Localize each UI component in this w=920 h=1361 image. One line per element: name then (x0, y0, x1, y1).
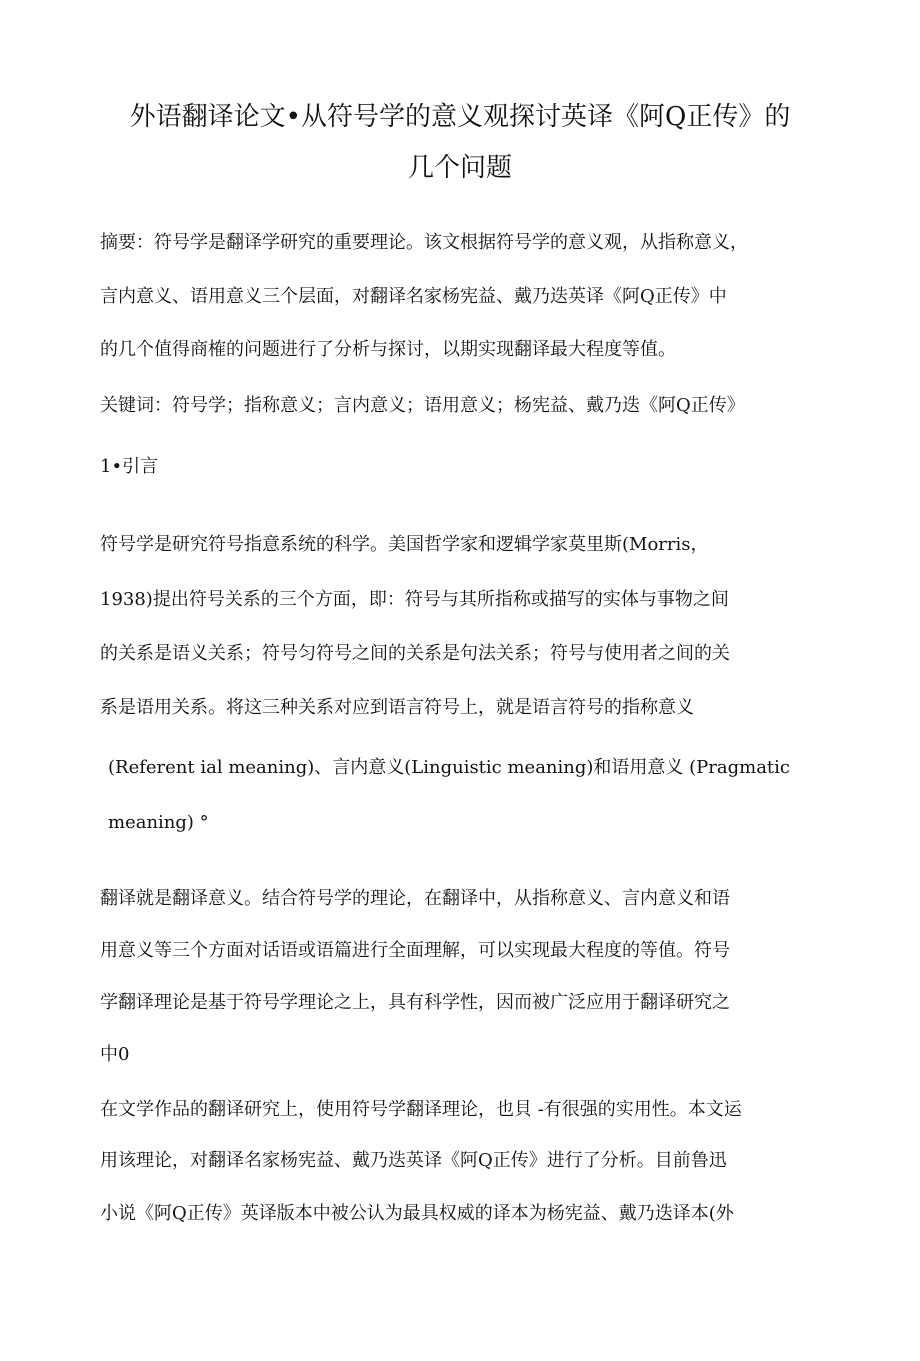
paragraph-line: meaning) ° (108, 812, 209, 833)
paragraph-line: 在文学作品的翻译研究上，使用符号学翻译理论，也貝 -有很强的实用性。本文运 (100, 1099, 742, 1120)
paragraph-line: 符号学是研究符号指意系统的科学。美国哲学家和逻辑学家莫里斯(Morris， (100, 534, 709, 555)
abstract-line: 言内意义、语用意义三个层面，对翻译名家杨宪益、戴乃迭英译《阿Q正传》中 (100, 286, 727, 307)
title-line-2: 几个问题 (407, 153, 512, 183)
paragraph-line: 小说《阿Q正传》英译版本中被公认为最具权威的译本为杨宪益、戴乃迭译本(外 (100, 1203, 734, 1224)
paragraph-line: 的关系是语义关系；符号匀符号之间的关系是句法关系；符号与使用者之间的关 (100, 643, 730, 664)
keywords: 关键词：符号学；指称意义；言内意义；语用意义；杨宪益、戴乃迭《阿Q正传》 (100, 395, 745, 416)
paragraph-line: (Referent ial meaning)、言内意义(Linguistic meaning)和语用意义 (Pragmatic (108, 757, 791, 778)
paragraph-line: 用意义等三个方面对话语或语篇进行全面理解，可以实现最大程度的等值。符号 (100, 940, 730, 961)
paragraph-line: 学翻译理论是基于符号学理论之上，具有科学性，因而被广泛应用于翻译研究之 (100, 992, 730, 1013)
paragraph-line: 1938)提出符号关系的三个方面，即：符号与其所指称或描写的实体与事物之间 (100, 589, 729, 610)
paragraph-line: 系是语用关系。将这三种关系对应到语言符号上，就是语言符号的指称意义 (100, 697, 694, 718)
abstract-line: 摘要：符号学是翻译学研究的重要理论。该文根据符号学的意义观，从指称意义， (100, 232, 748, 253)
paragraph-line: 翻译就是翻译意义。结合符号学的理论，在翻译中，从指称意义、言内意义和语 (100, 888, 730, 909)
paragraph-line: 中0 (100, 1044, 130, 1065)
abstract-line: 的几个值得商榷的问题进行了分析与探讨，以期实现翻译最大程度等值。 (100, 339, 676, 360)
paragraph-line: 用该理论，对翻译名家杨宪益、戴乃迭英译《阿Q正传》进行了分析。目前鲁迅 (100, 1150, 727, 1171)
section-heading: 1•引言 (100, 456, 159, 477)
title-line-1: 外语翻译论文•从符号学的意义观探讨英译《阿Q正传》的 (129, 102, 791, 132)
